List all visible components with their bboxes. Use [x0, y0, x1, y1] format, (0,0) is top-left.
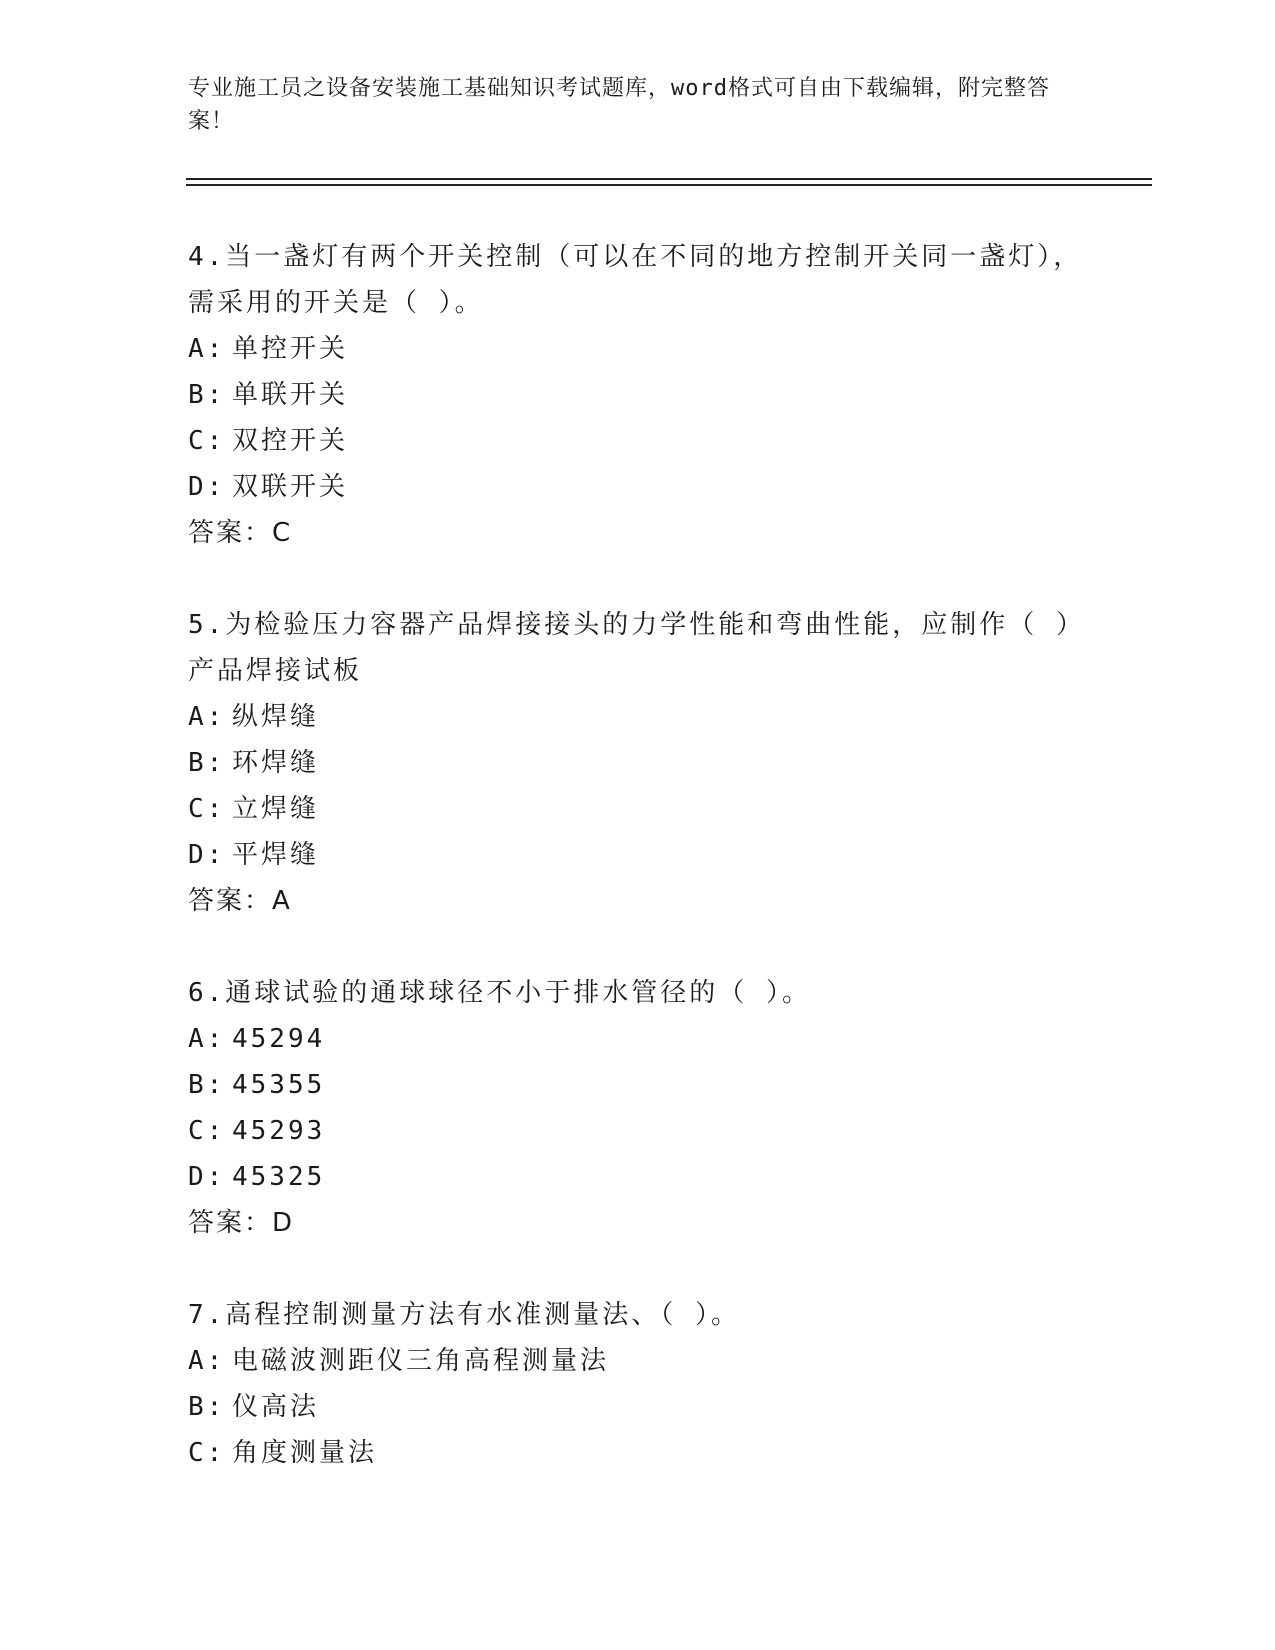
option-text: 45355	[232, 1070, 326, 1100]
option-letter: B:	[188, 1392, 226, 1422]
option-text: 45325	[232, 1162, 326, 1192]
option-a	[188, 1016, 1088, 1062]
option-text: 45294	[232, 1024, 326, 1054]
option-letter: C:	[188, 1438, 226, 1468]
option-text: 平焊缝	[232, 840, 320, 870]
option-b	[188, 1384, 1088, 1430]
question-stem: 6.通球试验的通球球径不小于排水管径的（ ）。	[188, 978, 811, 1008]
document-header	[188, 72, 1068, 138]
option-letter: D:	[188, 840, 226, 870]
option-c	[188, 1430, 1088, 1476]
option-a	[188, 326, 1088, 372]
option-text: 立焊缝	[232, 794, 320, 824]
option-text: 单联开关	[232, 380, 349, 410]
option-text: 角度测量法	[232, 1438, 378, 1468]
option-letter: B:	[188, 380, 226, 410]
option-letter: D:	[188, 472, 226, 502]
question-7	[188, 1292, 1088, 1476]
option-text: 双联开关	[232, 472, 349, 502]
option-text: 双控开关	[232, 426, 349, 456]
option-text: 环焊缝	[232, 748, 320, 778]
header-rule-bottom	[186, 184, 1152, 186]
option-text: 45293	[232, 1116, 326, 1146]
question-4	[188, 234, 1088, 556]
answer-line: 答案：C	[188, 518, 293, 548]
option-text: 仪高法	[232, 1392, 320, 1422]
question-6	[188, 970, 1088, 1246]
option-c	[188, 1108, 1088, 1154]
question-list	[188, 234, 1088, 1522]
question-stem: 5.为检验压力容器产品焊接接头的力学性能和弯曲性能，应制作（ ）产品焊接试板	[188, 610, 1085, 686]
option-a	[188, 1338, 1088, 1384]
option-letter: C:	[188, 1116, 226, 1146]
question-stem: 4.当一盏灯有两个开关控制（可以在不同的地方控制开关同一盏灯），需采用的开关是（ ）。	[188, 242, 1083, 318]
option-d	[188, 464, 1088, 510]
option-letter: A:	[188, 702, 226, 732]
option-text: 电磁波测距仪三角高程测量法	[232, 1346, 610, 1376]
question-stem: 7.高程控制测量方法有水准测量法、（ ）。	[188, 1300, 740, 1330]
question-5	[188, 602, 1088, 924]
option-c	[188, 418, 1088, 464]
option-c	[188, 786, 1088, 832]
option-letter: A:	[188, 1024, 226, 1054]
answer-line: 答案：A	[188, 886, 292, 916]
option-b	[188, 372, 1088, 418]
option-letter: C:	[188, 794, 226, 824]
option-b	[188, 1062, 1088, 1108]
answer-line: 答案：D	[188, 1208, 295, 1238]
option-b	[188, 740, 1088, 786]
option-text: 单控开关	[232, 334, 349, 364]
option-d	[188, 832, 1088, 878]
option-letter: A:	[188, 1346, 226, 1376]
option-letter: B:	[188, 1070, 226, 1100]
header-text: 专业施工员之设备安装施工基础知识考试题库，word格式可自由下载编辑，附完整答案！	[188, 76, 1050, 134]
option-a	[188, 694, 1088, 740]
option-letter: D:	[188, 1162, 226, 1192]
header-rule-top	[186, 178, 1152, 180]
option-letter: A:	[188, 334, 226, 364]
option-letter: B:	[188, 748, 226, 778]
option-letter: C:	[188, 426, 226, 456]
option-d	[188, 1154, 1088, 1200]
option-text: 纵焊缝	[232, 702, 320, 732]
